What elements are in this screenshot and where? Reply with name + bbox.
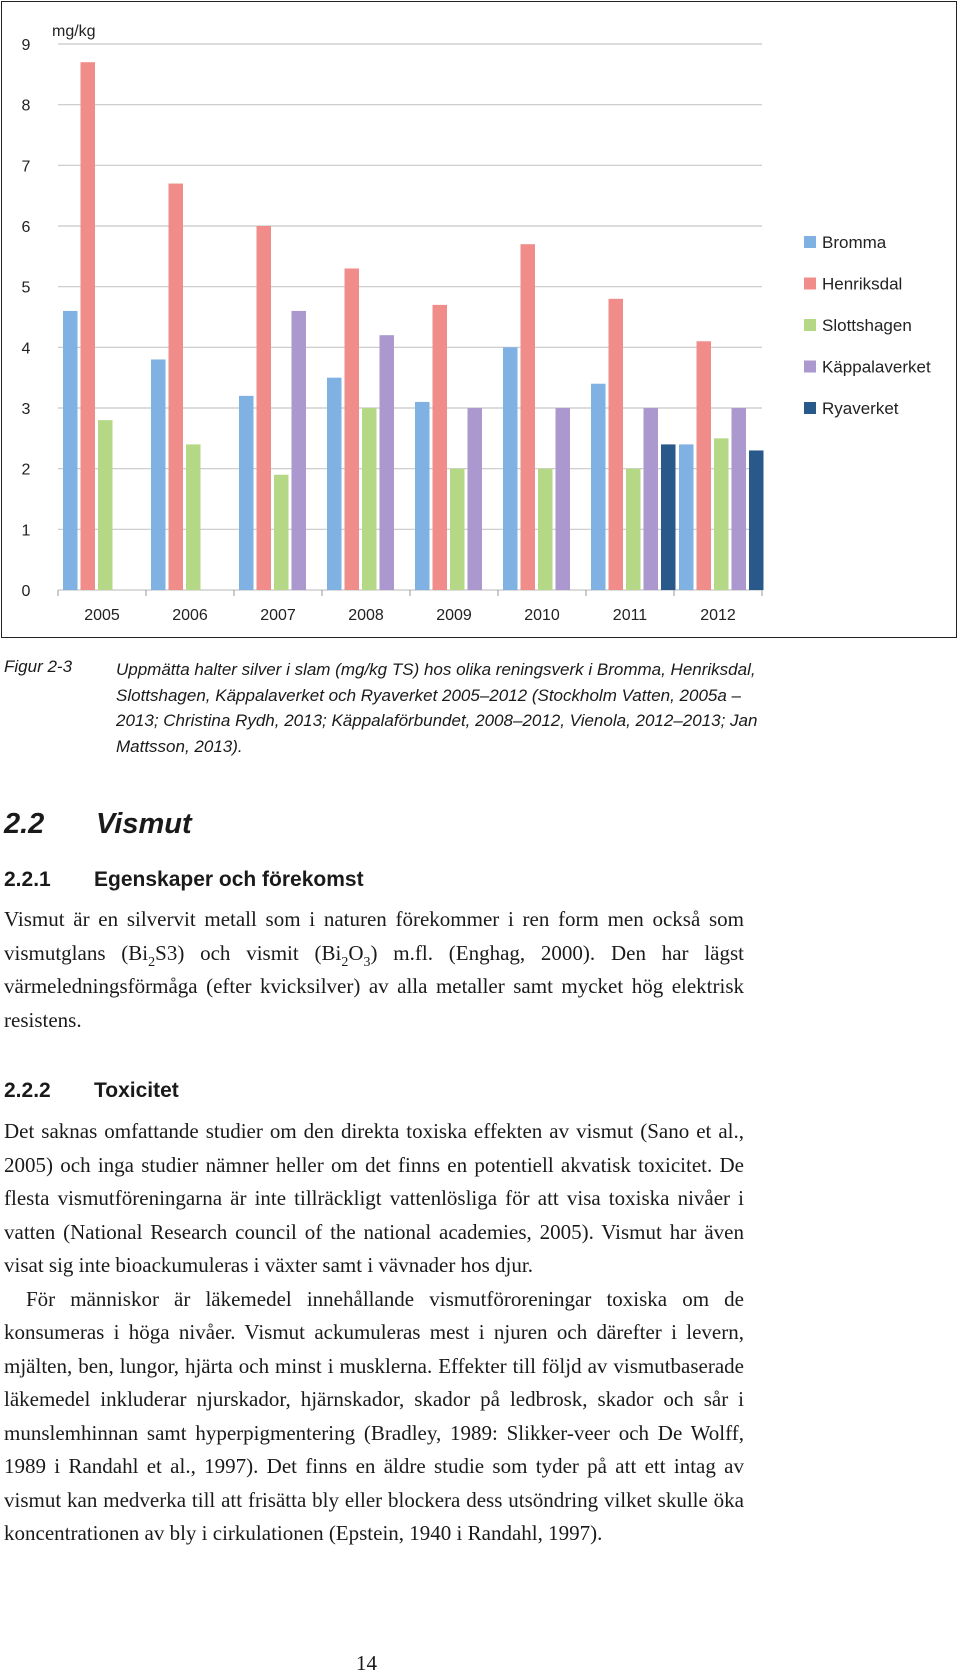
chart-frame xyxy=(1,1,957,638)
section-heading xyxy=(4,808,192,841)
x-tick-label: 2007 xyxy=(260,607,296,624)
bar xyxy=(239,396,254,590)
y-tick-label: 0 xyxy=(21,583,31,600)
bar xyxy=(169,184,184,590)
bar xyxy=(503,347,518,590)
legend-swatch xyxy=(804,402,816,414)
bar xyxy=(661,444,676,590)
legend-label: Henriksdal xyxy=(822,274,903,294)
bar xyxy=(345,268,360,590)
bar xyxy=(274,475,289,590)
y-tick-label: 2 xyxy=(21,461,31,479)
text-run: O xyxy=(348,940,364,965)
subscript: 2 xyxy=(148,954,156,970)
bar xyxy=(679,444,694,590)
bar xyxy=(186,444,201,590)
x-tick-label: 2011 xyxy=(612,607,648,624)
bar xyxy=(591,384,606,590)
subsection-heading-2 xyxy=(4,1079,179,1103)
bar xyxy=(732,408,747,590)
legend-label: Käppalaverket xyxy=(822,357,931,377)
text-run: Vismut är en silvervit metall som i naturen förekommer i ren form men också som vismutglans (Bi xyxy=(4,907,744,965)
subscript: 2 xyxy=(341,954,349,970)
legend-swatch xyxy=(804,319,816,331)
subsection-number: 2.2.1 xyxy=(4,868,51,891)
y-tick-label: 8 xyxy=(21,97,31,115)
bar xyxy=(538,469,553,590)
section-title: Vismut xyxy=(96,808,192,840)
subsection-heading-1 xyxy=(4,868,364,892)
bar xyxy=(362,408,377,590)
bar-chart xyxy=(2,2,958,639)
paragraph-text: För människor är läkemedel innehållande vismutföroreningar toxiska om de konsumeras i höga nivåer. Vismut ackumuleras mest i njuren och därefter i levern, mjälten, ben, lungor, hjärta och minst i musklerna. Effekter till följd av vismutbaserade läkemedel inkluderar njurskador, hjärnskador, skador på ledbrosk, skador och sår i munslemhinnan samt hyperpigmentering (Bradley, 1989: Slikker-veer och De Wolff, 1989 i Randahl et al., 1997). Det finns en äldre studie som tyder på att ett intag av vismut kan medverka till att frisätta bly eller blockera dess utsöndring vilket skulle öka koncentrationen av bly i cirkulationen (Epstein, 1940 i Randahl, 1997). xyxy=(4,1286,744,1545)
subsection-title: Toxicitet xyxy=(94,1079,179,1102)
figure-caption xyxy=(116,657,916,759)
legend-label: Bromma xyxy=(822,233,887,252)
bar xyxy=(521,244,536,590)
y-tick-label: 5 xyxy=(21,279,31,297)
paragraph-text: Det saknas omfattande studier om den direkta toxiska effekten av vismut (Sano et al., 2005) och inga studier nämner heller om det finns en potentiell akvatisk toxicitet. De flesta vismutföreningarna är inte tillräckligt vattenlösliga för att visa toxiska nivåer i vatten (National Research council of the national academies, 2005). Vismut har även visat sig inte bioackumuleras i växter samt i vävnader hos djur. xyxy=(4,1119,744,1277)
bar xyxy=(151,359,166,590)
bar xyxy=(556,408,571,590)
paragraph-egenskaper xyxy=(4,903,744,1037)
bar xyxy=(63,311,78,590)
legend-label: Slottshagen xyxy=(822,316,912,335)
bar xyxy=(749,450,764,590)
y-tick-label: 4 xyxy=(21,340,31,358)
page-number: 14 xyxy=(356,1651,377,1675)
bar xyxy=(292,311,307,590)
bar xyxy=(468,408,483,590)
legend-swatch xyxy=(804,361,816,373)
bar xyxy=(380,335,395,590)
bar xyxy=(433,305,448,590)
x-tick-label: 2006 xyxy=(172,607,208,624)
y-tick-label: 1 xyxy=(21,522,31,540)
legend-label: Ryaverket xyxy=(822,399,899,418)
text-run: S3) och vismit (Bi xyxy=(155,940,342,965)
y-tick-label: 9 xyxy=(21,37,31,54)
legend-swatch xyxy=(804,236,816,248)
subscript: 3 xyxy=(363,954,371,970)
figure-label: Figur 2-3 xyxy=(4,657,73,676)
text-run: ) m.fl. (Enghag, 2000). Den har lägst värmeledningsförmåga (efter kvicksilver) av alla metaller samt mycket hög elektrisk resistens. xyxy=(4,940,744,1032)
bar xyxy=(697,341,712,590)
section-number: 2.2 xyxy=(4,808,45,840)
y-tick-label: 3 xyxy=(21,401,31,418)
bar xyxy=(257,226,272,590)
caption-line: Mattsson, 2013). xyxy=(116,736,243,756)
paragraph-toxicitet xyxy=(4,1115,744,1551)
legend-swatch xyxy=(804,278,816,290)
subsection-title: Egenskaper och förekomst xyxy=(94,868,364,891)
bar xyxy=(609,299,624,590)
x-tick-label: 2012 xyxy=(700,607,736,624)
x-tick-label: 2008 xyxy=(348,607,384,624)
bar xyxy=(714,438,729,590)
x-tick-label: 2009 xyxy=(436,607,472,624)
bar xyxy=(98,420,113,590)
unit-label: mg/kg xyxy=(52,23,96,40)
bar xyxy=(415,402,430,590)
caption-line: 2013; Christina Rydh, 2013; Käppalaförbundet, 2008–2012, Vienola, 2012–2013; Jan xyxy=(116,711,758,730)
x-tick-label: 2010 xyxy=(524,607,560,624)
bar xyxy=(450,469,465,590)
caption-line: Slottshagen, Käppalaverket och Ryaverket 2005–2012 (Stockholm Vatten, 2005a – xyxy=(116,685,741,705)
bar xyxy=(81,62,96,590)
subsection-number: 2.2.2 xyxy=(4,1079,51,1102)
y-tick-label: 7 xyxy=(21,158,31,176)
bar xyxy=(644,408,659,590)
y-tick-label: 6 xyxy=(21,219,31,236)
paragraph-text xyxy=(4,903,744,1037)
bar xyxy=(626,469,641,590)
x-tick-label: 2005 xyxy=(84,607,120,624)
bar xyxy=(327,378,342,590)
caption-line: Uppmätta halter silver i slam (mg/kg TS) hos olika reningsverk i Bromma, Henriksdal, xyxy=(116,660,756,679)
